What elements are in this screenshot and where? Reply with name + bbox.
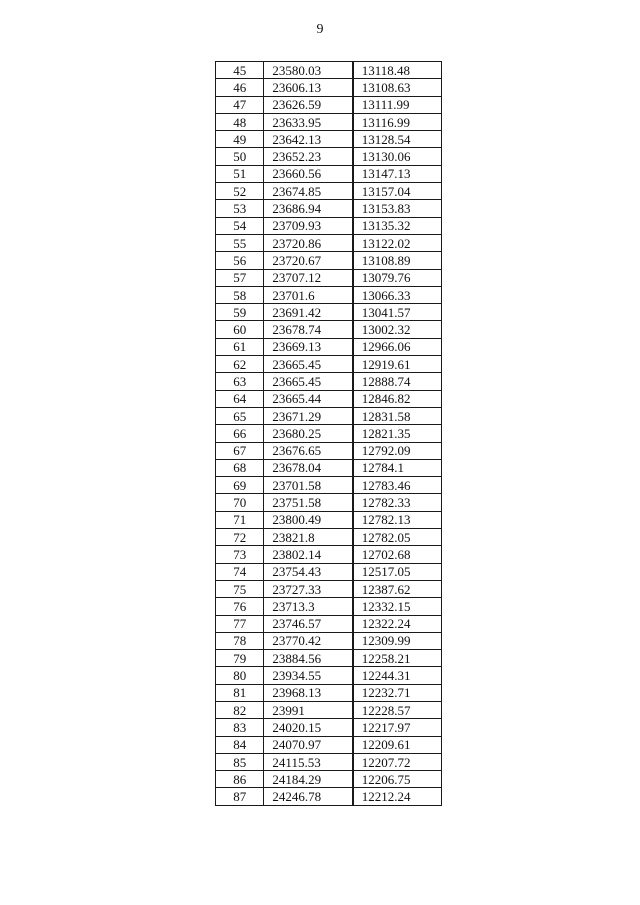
point-number-cell: 57 xyxy=(216,269,264,286)
point-number-cell: 60 xyxy=(216,321,264,338)
y-coordinate-cell: 13147.13 xyxy=(353,165,442,182)
x-coordinate-cell: 23676.65 xyxy=(264,442,353,459)
y-coordinate-cell: 12784.1 xyxy=(353,459,442,476)
table-row xyxy=(216,701,442,718)
x-coordinate-cell: 23720.67 xyxy=(264,252,353,269)
y-coordinate-cell: 13128.54 xyxy=(353,131,442,148)
y-coordinate-cell: 12309.99 xyxy=(353,632,442,649)
table-row xyxy=(216,269,442,286)
point-number-cell: 65 xyxy=(216,407,264,424)
point-number-cell: 72 xyxy=(216,529,264,546)
x-coordinate-cell: 24184.29 xyxy=(264,771,353,788)
table-row xyxy=(216,252,442,269)
x-coordinate-cell: 23707.12 xyxy=(264,269,353,286)
table-row xyxy=(216,407,442,424)
table-row xyxy=(216,477,442,494)
x-coordinate-cell: 23660.56 xyxy=(264,165,353,182)
y-coordinate-cell: 12846.82 xyxy=(353,390,442,407)
point-number-cell: 48 xyxy=(216,113,264,130)
x-coordinate-cell: 23751.58 xyxy=(264,494,353,511)
point-number-cell: 73 xyxy=(216,546,264,563)
y-coordinate-cell: 12207.72 xyxy=(353,753,442,770)
point-number-cell: 71 xyxy=(216,511,264,528)
x-coordinate-cell: 23770.42 xyxy=(264,632,353,649)
table-row xyxy=(216,62,442,79)
x-coordinate-cell: 23968.13 xyxy=(264,684,353,701)
point-number-cell: 86 xyxy=(216,771,264,788)
point-number-cell: 76 xyxy=(216,598,264,615)
table-row xyxy=(216,286,442,303)
table-row xyxy=(216,546,442,563)
point-number-cell: 85 xyxy=(216,753,264,770)
y-coordinate-cell: 13135.32 xyxy=(353,217,442,234)
point-number-cell: 68 xyxy=(216,459,264,476)
y-coordinate-cell: 13157.04 xyxy=(353,183,442,200)
x-coordinate-cell: 23991 xyxy=(264,701,353,718)
table-row xyxy=(216,753,442,770)
x-coordinate-cell: 23680.25 xyxy=(264,425,353,442)
y-coordinate-cell: 13122.02 xyxy=(353,234,442,251)
x-coordinate-cell: 23606.13 xyxy=(264,79,353,96)
table-row xyxy=(216,217,442,234)
table-row xyxy=(216,529,442,546)
table-row xyxy=(216,390,442,407)
page-number: 9 xyxy=(316,22,324,37)
y-coordinate-cell: 13002.32 xyxy=(353,321,442,338)
table-row xyxy=(216,598,442,615)
table-row xyxy=(216,165,442,182)
table-row xyxy=(216,632,442,649)
x-coordinate-cell: 23633.95 xyxy=(264,113,353,130)
x-coordinate-cell: 23727.33 xyxy=(264,580,353,597)
x-coordinate-cell: 23580.03 xyxy=(264,62,353,79)
point-number-cell: 59 xyxy=(216,304,264,321)
point-number-cell: 49 xyxy=(216,131,264,148)
point-number-cell: 52 xyxy=(216,183,264,200)
point-number-cell: 67 xyxy=(216,442,264,459)
y-coordinate-cell: 12209.61 xyxy=(353,736,442,753)
y-coordinate-cell: 12232.71 xyxy=(353,684,442,701)
y-coordinate-cell: 12831.58 xyxy=(353,407,442,424)
coordinates-table-body xyxy=(216,62,442,806)
y-coordinate-cell: 12782.33 xyxy=(353,494,442,511)
point-number-cell: 78 xyxy=(216,632,264,649)
table-row xyxy=(216,736,442,753)
table-row xyxy=(216,356,442,373)
point-number-cell: 55 xyxy=(216,234,264,251)
y-coordinate-cell: 13153.83 xyxy=(353,200,442,217)
x-coordinate-cell: 23674.85 xyxy=(264,183,353,200)
x-coordinate-cell: 23701.6 xyxy=(264,286,353,303)
point-number-cell: 83 xyxy=(216,719,264,736)
table-row xyxy=(216,200,442,217)
x-coordinate-cell: 23678.74 xyxy=(264,321,353,338)
x-coordinate-cell: 23665.45 xyxy=(264,356,353,373)
point-number-cell: 63 xyxy=(216,373,264,390)
point-number-cell: 58 xyxy=(216,286,264,303)
x-coordinate-cell: 23802.14 xyxy=(264,546,353,563)
point-number-cell: 54 xyxy=(216,217,264,234)
x-coordinate-cell: 23800.49 xyxy=(264,511,353,528)
x-coordinate-cell: 24020.15 xyxy=(264,719,353,736)
point-number-cell: 82 xyxy=(216,701,264,718)
y-coordinate-cell: 13108.89 xyxy=(353,252,442,269)
point-number-cell: 53 xyxy=(216,200,264,217)
x-coordinate-cell: 23686.94 xyxy=(264,200,353,217)
table-row xyxy=(216,771,442,788)
table-row xyxy=(216,580,442,597)
y-coordinate-cell: 12517.05 xyxy=(353,563,442,580)
point-number-cell: 81 xyxy=(216,684,264,701)
y-coordinate-cell: 13111.99 xyxy=(353,96,442,113)
point-number-cell: 45 xyxy=(216,62,264,79)
y-coordinate-cell: 12258.21 xyxy=(353,650,442,667)
x-coordinate-cell: 23678.04 xyxy=(264,459,353,476)
x-coordinate-cell: 23652.23 xyxy=(264,148,353,165)
x-coordinate-cell: 23626.59 xyxy=(264,96,353,113)
x-coordinate-cell: 23720.86 xyxy=(264,234,353,251)
x-coordinate-cell: 23665.44 xyxy=(264,390,353,407)
x-coordinate-cell: 23669.13 xyxy=(264,338,353,355)
point-number-cell: 61 xyxy=(216,338,264,355)
table-row xyxy=(216,494,442,511)
x-coordinate-cell: 24246.78 xyxy=(264,788,353,805)
table-row xyxy=(216,96,442,113)
x-coordinate-cell: 24070.97 xyxy=(264,736,353,753)
y-coordinate-cell: 12322.24 xyxy=(353,615,442,632)
table-row xyxy=(216,131,442,148)
point-number-cell: 64 xyxy=(216,390,264,407)
x-coordinate-cell: 23665.45 xyxy=(264,373,353,390)
x-coordinate-cell: 23746.57 xyxy=(264,615,353,632)
x-coordinate-cell: 23709.93 xyxy=(264,217,353,234)
x-coordinate-cell: 23754.43 xyxy=(264,563,353,580)
table-row xyxy=(216,148,442,165)
y-coordinate-cell: 12228.57 xyxy=(353,701,442,718)
point-number-cell: 47 xyxy=(216,96,264,113)
table-row xyxy=(216,719,442,736)
y-coordinate-cell: 12782.05 xyxy=(353,529,442,546)
table-row xyxy=(216,788,442,805)
y-coordinate-cell: 12702.68 xyxy=(353,546,442,563)
y-coordinate-cell: 12212.24 xyxy=(353,788,442,805)
x-coordinate-cell: 23671.29 xyxy=(264,407,353,424)
table-row xyxy=(216,304,442,321)
point-number-cell: 84 xyxy=(216,736,264,753)
y-coordinate-cell: 12217.97 xyxy=(353,719,442,736)
point-number-cell: 56 xyxy=(216,252,264,269)
y-coordinate-cell: 12206.75 xyxy=(353,771,442,788)
point-number-cell: 70 xyxy=(216,494,264,511)
y-coordinate-cell: 12919.61 xyxy=(353,356,442,373)
x-coordinate-cell: 23934.55 xyxy=(264,667,353,684)
x-coordinate-cell: 23821.8 xyxy=(264,529,353,546)
y-coordinate-cell: 12387.62 xyxy=(353,580,442,597)
table-row xyxy=(216,442,442,459)
table-row xyxy=(216,615,442,632)
y-coordinate-cell: 12792.09 xyxy=(353,442,442,459)
point-number-cell: 50 xyxy=(216,148,264,165)
table-row xyxy=(216,684,442,701)
y-coordinate-cell: 12888.74 xyxy=(353,373,442,390)
point-number-cell: 87 xyxy=(216,788,264,805)
table-row xyxy=(216,459,442,476)
y-coordinate-cell: 13066.33 xyxy=(353,286,442,303)
table-row xyxy=(216,563,442,580)
y-coordinate-cell: 13108.63 xyxy=(353,79,442,96)
table-row xyxy=(216,183,442,200)
point-number-cell: 62 xyxy=(216,356,264,373)
table-row xyxy=(216,650,442,667)
point-number-cell: 66 xyxy=(216,425,264,442)
coordinates-table xyxy=(215,61,442,806)
point-number-cell: 51 xyxy=(216,165,264,182)
y-coordinate-cell: 13041.57 xyxy=(353,304,442,321)
x-coordinate-cell: 23713.3 xyxy=(264,598,353,615)
y-coordinate-cell: 13116.99 xyxy=(353,113,442,130)
table-row xyxy=(216,234,442,251)
table-row xyxy=(216,321,442,338)
y-coordinate-cell: 12783.46 xyxy=(353,477,442,494)
table-row xyxy=(216,79,442,96)
table-row xyxy=(216,338,442,355)
y-coordinate-cell: 12821.35 xyxy=(353,425,442,442)
y-coordinate-cell: 12782.13 xyxy=(353,511,442,528)
table-row xyxy=(216,667,442,684)
point-number-cell: 79 xyxy=(216,650,264,667)
y-coordinate-cell: 12966.06 xyxy=(353,338,442,355)
y-coordinate-cell: 12332.15 xyxy=(353,598,442,615)
point-number-cell: 74 xyxy=(216,563,264,580)
y-coordinate-cell: 13130.06 xyxy=(353,148,442,165)
x-coordinate-cell: 24115.53 xyxy=(264,753,353,770)
table-row xyxy=(216,511,442,528)
y-coordinate-cell: 12244.31 xyxy=(353,667,442,684)
x-coordinate-cell: 23642.13 xyxy=(264,131,353,148)
x-coordinate-cell: 23701.58 xyxy=(264,477,353,494)
point-number-cell: 80 xyxy=(216,667,264,684)
x-coordinate-cell: 23691.42 xyxy=(264,304,353,321)
table-row xyxy=(216,425,442,442)
point-number-cell: 69 xyxy=(216,477,264,494)
table-row xyxy=(216,113,442,130)
y-coordinate-cell: 13079.76 xyxy=(353,269,442,286)
table-row xyxy=(216,373,442,390)
point-number-cell: 77 xyxy=(216,615,264,632)
y-coordinate-cell: 13118.48 xyxy=(353,62,442,79)
point-number-cell: 75 xyxy=(216,580,264,597)
point-number-cell: 46 xyxy=(216,79,264,96)
x-coordinate-cell: 23884.56 xyxy=(264,650,353,667)
